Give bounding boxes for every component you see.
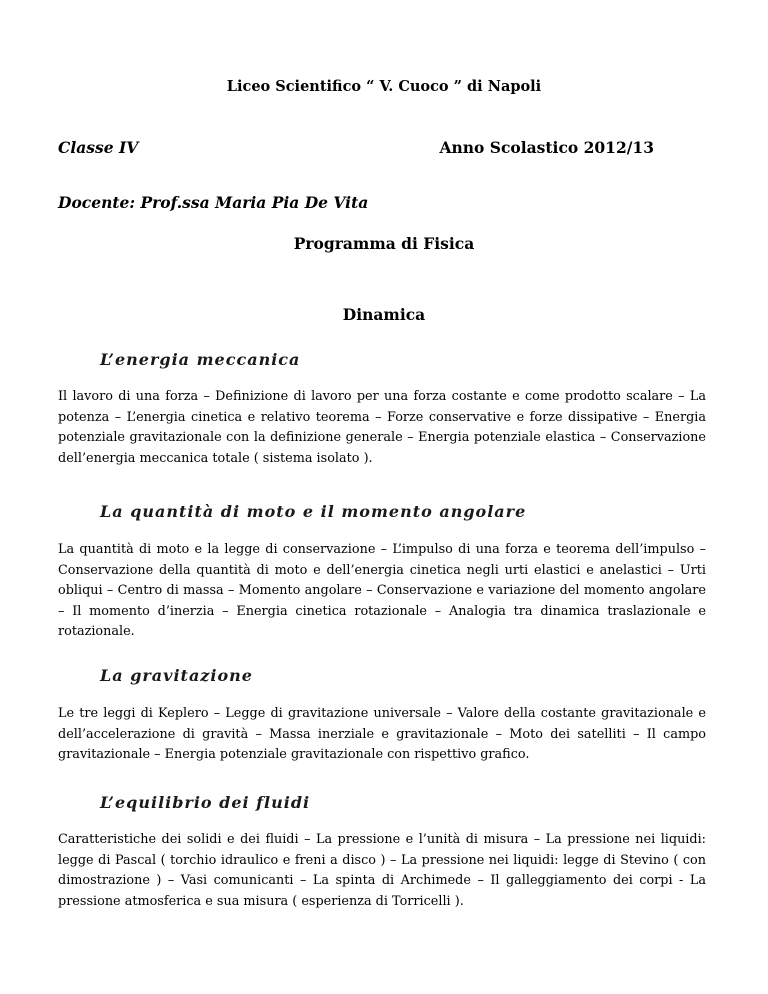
program-title: Programma di Fisica [293,234,475,253]
school-name: Liceo Scientifico “ V. Cuoco ” di Napoli [226,78,542,95]
section-title: L’equilibrio dei fluidi [100,793,311,812]
section-body: Caratteristiche dei solidi e dei fluidi – La pressione e l’unità di misura – La pressione nei liquidi: legge di Pascal ( torchio idraulico e freni a disco ) – La pressione nei liquidi: legge di Stevino ( con dimostrazione ) – Vasi comunicanti – La spinta di Archimede – Il galleggiamento dei corpi - La pressione atmosferica e sua misura ( esperienza di Torricelli ). [58,832,706,909]
section-body: Il lavoro di una forza – Definizione di lavoro per una forza costante e come prodotto scalare – La potenza – L’energia cinetica e relativo teorema – Forze conservative e forze dissipative – Energia potenziale gravitazionale con la definizione generale – Energia potenziale elastica – Conservazione dell’energia meccanica totale ( sistema isolato ). [58,389,706,466]
class-label: Classe IV [58,138,139,157]
section-title: La gravitazione [100,666,253,685]
section-group-title: Dinamica [342,305,426,324]
school-year: Anno Scolastico 2012/13 [439,138,654,157]
section-title: L’energia meccanica [100,350,301,369]
section-body: Le tre leggi di Keplero – Legge di gravitazione universale – Valore della costante gravitazionale e dell’accelerazione di gravità – Massa inerziale e gravitazionale – Moto dei satelliti – Il campo gravitazionale – Energia potenziale gravitazionale con rispettivo grafico. [58,706,706,762]
section-body: La quantità di moto e la legge di conservazione – L’impulso di una forza e teorema dell’impulso – Conservazione della quantità di moto e dell’energia cinetica negli urti elastici e anelastici – Urti obliqui – Centro di massa – Momento angolare – Conservazione e variazione del momento angolare – Il momento d’inerzia – Energia cinetica rotazionale – Analogia tra dinamica traslazionale e rotazionale. [58,542,706,639]
section-title: La quantità di moto e il momento angolare [100,502,527,521]
teacher-name: Docente: Prof.ssa Maria Pia De Vita [58,193,369,212]
